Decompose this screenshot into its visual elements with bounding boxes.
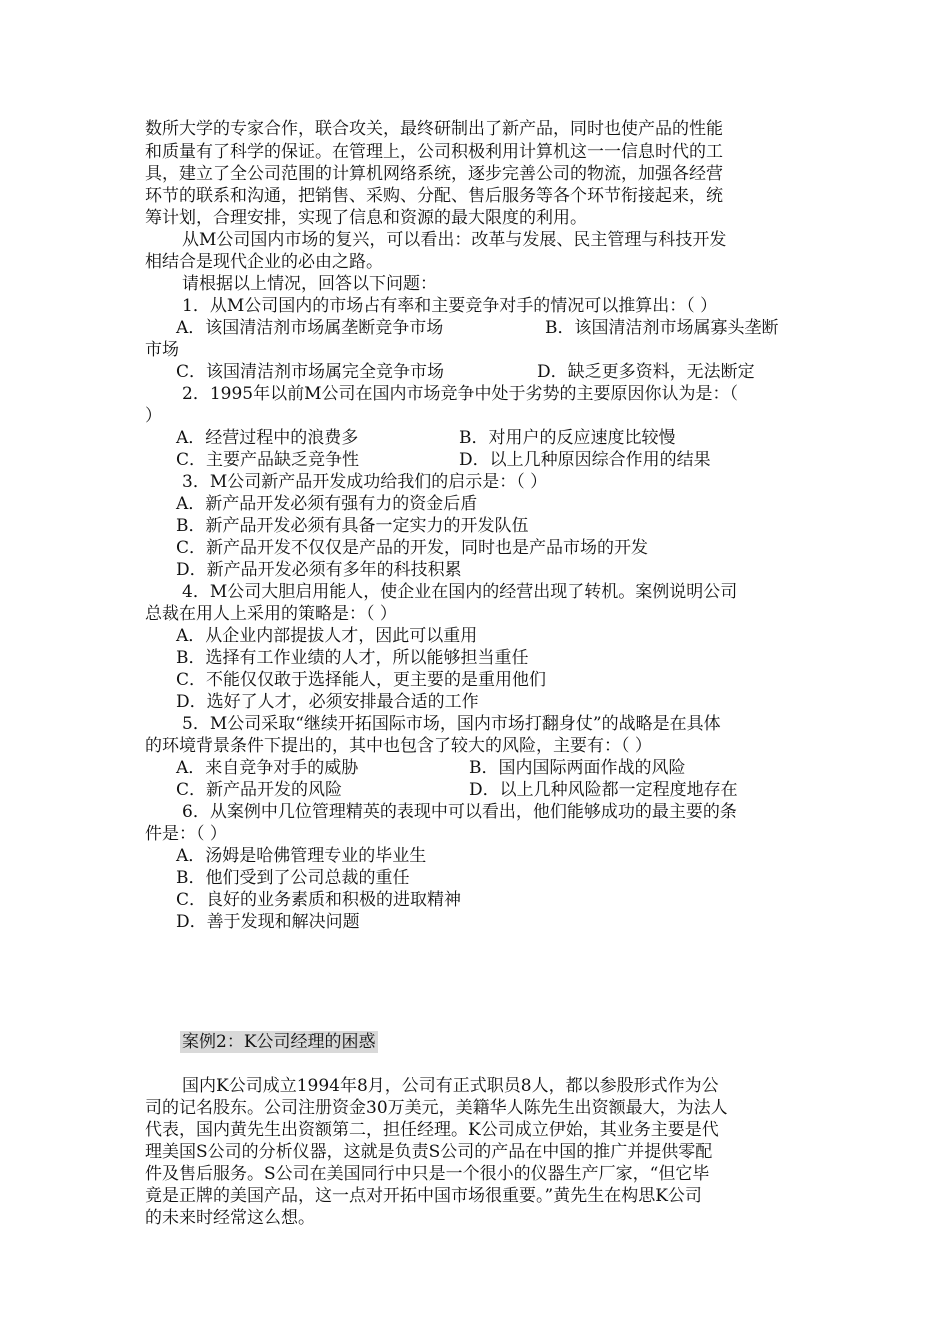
case-2-body-line: 国内K公司成立1994年8月，公司有正式职员8人，都以参股形式作为公 <box>182 1076 719 1096</box>
case-2-title-text: 案例2：K公司经理的困惑 <box>182 1032 376 1052</box>
question-3-option-b: B．新产品开发必须有具备一定实力的开发队伍 <box>176 516 529 536</box>
question-1-option-c: C．该国清洁剂市场属完全竞争市场 <box>176 362 445 382</box>
question-4-stem: 4．M公司大胆启用能人，使企业在国内的经营出现了转机。案例说明公司 <box>182 582 738 602</box>
question-3-option-a: A．新产品开发必须有强有力的资金后盾 <box>176 494 478 514</box>
case-2-body-line: 理美国S公司的分析仪器，这就是负责S公司的产品在中国的推广并提供零配 <box>145 1142 713 1162</box>
question-3-option-d: D．新产品开发必须有多年的科技积累 <box>176 560 462 580</box>
question-6-option-d: D．善于发现和解决问题 <box>176 912 360 932</box>
question-4-option-a: A．从企业内部提拔人才，因此可以重用 <box>176 626 478 646</box>
question-1-option-b: B．该国清洁剂市场属寡头垄断 <box>545 318 779 338</box>
case-2-body-line: 代表，国内黄先生出资额第二，担任经理。K公司成立伊始，其业务主要是代 <box>145 1120 719 1140</box>
question-6-option-b: B．他们受到了公司总裁的重任 <box>176 868 410 888</box>
question-6-stem-cont: 件是：（ ） <box>145 824 227 844</box>
question-1-option-b-cont: 市场 <box>145 340 179 360</box>
intro-line: 和质量有了科学的保证。在管理上，公司积极利用计算机这一一信息时代的工 <box>145 142 723 162</box>
conclusion-line: 相结合是现代企业的必由之路。 <box>145 252 383 272</box>
question-1-stem: 1．从M公司国内的市场占有率和主要竞争对手的情况可以推算出：（ ） <box>182 296 718 316</box>
question-prompt: 请根据以上情况，回答以下问题： <box>182 274 437 294</box>
question-3-stem: 3．M公司新产品开发成功给我们的启示是：（ ） <box>182 472 548 492</box>
question-4-option-d: D．选好了人才，必须安排最合适的工作 <box>176 692 479 712</box>
question-5-option-c: C．新产品开发的风险 <box>176 780 343 800</box>
question-4-option-c: C．不能仅仅敢于选择能人，更主要的是重用他们 <box>176 670 547 690</box>
question-2-option-d: D．以上几种原因综合作用的结果 <box>459 450 711 470</box>
case-2-body-line: 竟是正牌的美国产品，这一点对开拓中国市场很重要。”黄先生在构思K公司 <box>145 1186 702 1206</box>
question-2-stem: 2．1995年以前M公司在国内市场竞争中处于劣势的主要原因你认为是：（ <box>182 384 738 404</box>
intro-line: 筹计划，合理安排，实现了信息和资源的最大限度的利用。 <box>145 208 587 228</box>
question-1-option-d: D．缺乏更多资料，无法断定 <box>537 362 755 382</box>
question-2-option-c: C．主要产品缺乏竞争性 <box>176 450 360 470</box>
case-2-body-line: 件及售后服务。S公司在美国同行中只是一个很小的仪器生产厂家，“但它毕 <box>145 1164 710 1184</box>
question-3-option-c: C．新产品开发不仅仅是产品的开发，同时也是产品市场的开发 <box>176 538 649 558</box>
case-2-body-line: 司的记名股东。公司注册资金30万美元，美籍华人陈先生出资额最大，为法人 <box>145 1098 728 1118</box>
intro-line: 具，建立了全公司范围的计算机网络系统，逐步完善公司的物流，加强各经营 <box>145 164 723 184</box>
question-5-stem-cont: 的环境背景条件下提出的，其中也包含了较大的风险，主要有：（ ） <box>145 736 652 756</box>
question-5-option-b: B．国内国际两面作战的风险 <box>469 758 686 778</box>
question-2-option-a: A．经营过程中的浪费多 <box>176 428 359 448</box>
intro-line: 环节的联系和沟通，把销售、采购、分配、售后服务等各个环节衔接起来，统 <box>145 186 723 206</box>
question-4-stem-cont: 总裁在用人上采用的策略是：（ ） <box>145 604 397 624</box>
question-5-option-a: A．来自竞争对手的威胁 <box>176 758 359 778</box>
intro-line: 数所大学的专家合作，联合攻关，最终研制出了新产品，同时也使产品的性能 <box>145 119 723 139</box>
question-5-option-d: D．以上几种风险都一定程度地存在 <box>469 780 738 800</box>
question-6-option-a: A．汤姆是哈佛管理专业的毕业生 <box>176 846 427 866</box>
question-5-stem: 5．M公司采取“继续开拓国际市场，国内市场打翻身仗”的战略是在具体 <box>182 714 721 734</box>
question-6-option-c: C．良好的业务素质和积极的进取精神 <box>176 890 462 910</box>
case-2-title <box>180 1031 378 1053</box>
question-4-option-b: B．选择有工作业绩的人才，所以能够担当重任 <box>176 648 529 668</box>
question-1-option-a: A．该国清洁剂市场属垄断竞争市场 <box>176 318 444 338</box>
conclusion-line: 从M公司国内市场的复兴，可以看出：改革与发展、民主管理与科技开发 <box>182 230 727 250</box>
question-6-stem: 6．从案例中几位管理精英的表现中可以看出，他们能够成功的最主要的条 <box>182 802 737 822</box>
case-2-body-line: 的未来时经常这么想。 <box>145 1208 315 1228</box>
question-2-option-b: B．对用户的反应速度比较慢 <box>459 428 676 448</box>
question-2-stem-cont: ） <box>145 406 162 426</box>
